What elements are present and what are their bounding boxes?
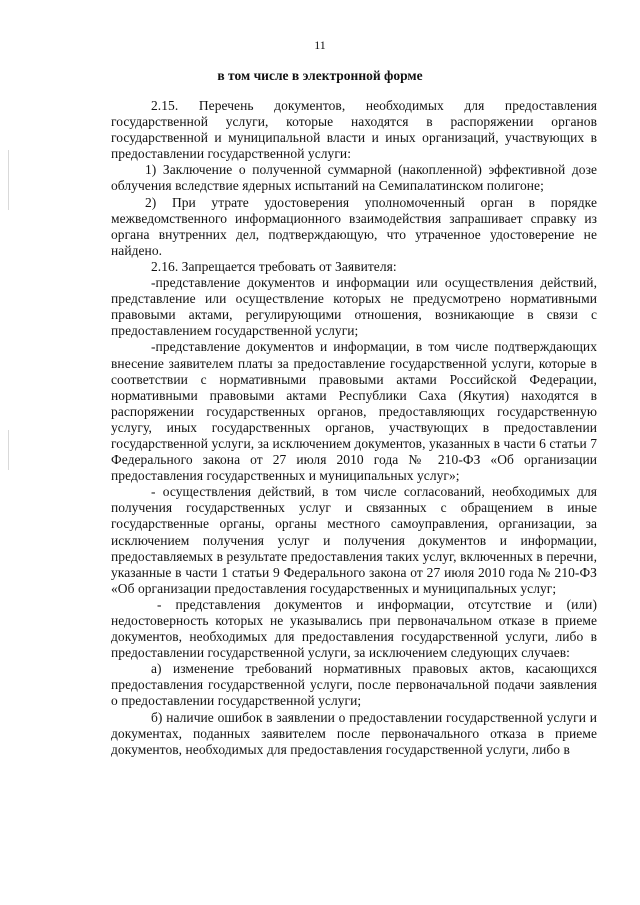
- page-number: 11: [314, 38, 326, 52]
- paragraph-2-16: 2.16. Запрещается требовать от Заявителя:: [151, 258, 397, 274]
- paragraph-prohibition-1: -представление документов и информации или осуществления действий, представление или осуществление которых не предусмотрено нормативными правовыми актами, регулирующими отношения, возникающие в связи с предоставлением государственной услуги;: [111, 275, 597, 339]
- document-body: [111, 98, 597, 758]
- paragraph-prohibition-2: -представление документов и информации, в том числе подтверждающих внесение заявителем платы за предоставление государственной услуги, которые в соответствии с нормативными правовыми актами Российской Федерации, нормативными правовыми актами Республики Саха (Якутия) находятся в распоряжении государственных органов, предоставляющих государственную услугу, иных государственных органов, участвующих в предоставлении государственной услуги, за исключением документов, указанных в части 6 статьи 7 Федерального закона от 27 июля 2010 года № 210-ФЗ «Об организации предоставления государственных и муниципальных услуг»;: [111, 339, 597, 484]
- paragraph-item-2: 2) При утрате удостоверения уполномоченный орган в порядке межведомственного информационного взаимодействия запрашивает справку из органа внутренних дел, подтверждающую, что утраченное удостоверение не найдено.: [111, 194, 597, 258]
- scan-edge-mark: [8, 150, 9, 210]
- paragraph-case-b: б) наличие ошибок в заявлении о предоставлении государственной услуги и документах, поданных заявителем после первоначального отказа в приеме документов, необходимых для предоставления государственной услуги, либо в: [111, 709, 597, 757]
- paragraph-prohibition-4: - представления документов и информации, отсутствие и (или) недостоверность которых не указывались при первоначальном отказе в приеме документов, необходимых для предоставления государственной услуги, либо в предоставлении государственной услуги, за исключением следующих случаев:: [111, 596, 597, 661]
- paragraph-2-15: 2.15. Перечень документов, необходимых для предоставления государственной услуги, которые находятся в распоряжении органов государственной и муниципальной власти и иных организаций, участвующих в предоставлении государственной услуги:: [111, 98, 597, 162]
- paragraph-case-a: а) изменение требований нормативных правовых актов, касающихся предоставления государственной услуги, после первоначальной подачи заявления о предоставлении государственной услуги;: [111, 661, 597, 709]
- paragraph-item-1: 1) Заключение о полученной суммарной (накопленной) эффективной дозе облучения вследствие ядерных испытаний на Семипалатинском полигоне;: [111, 162, 597, 194]
- paragraph-prohibition-3: - осуществления действий, в том числе согласований, необходимых для получения государственных услуг и связанных с обращением в иные государственные органы, органы местного самоуправления, организации, за исключением получения услуг и получения документов и информации, предоставляемых в результате предоставления таких услуг, включенных в перечни, указанные в части 1 статьи 9 Федерального закона от 27 июля 2010 года № 210-ФЗ «Об организации предоставления государственных и муниципальных услуг;: [111, 484, 597, 596]
- section-heading: в том числе в электронной форме: [217, 68, 423, 83]
- scan-edge-mark: [8, 430, 9, 470]
